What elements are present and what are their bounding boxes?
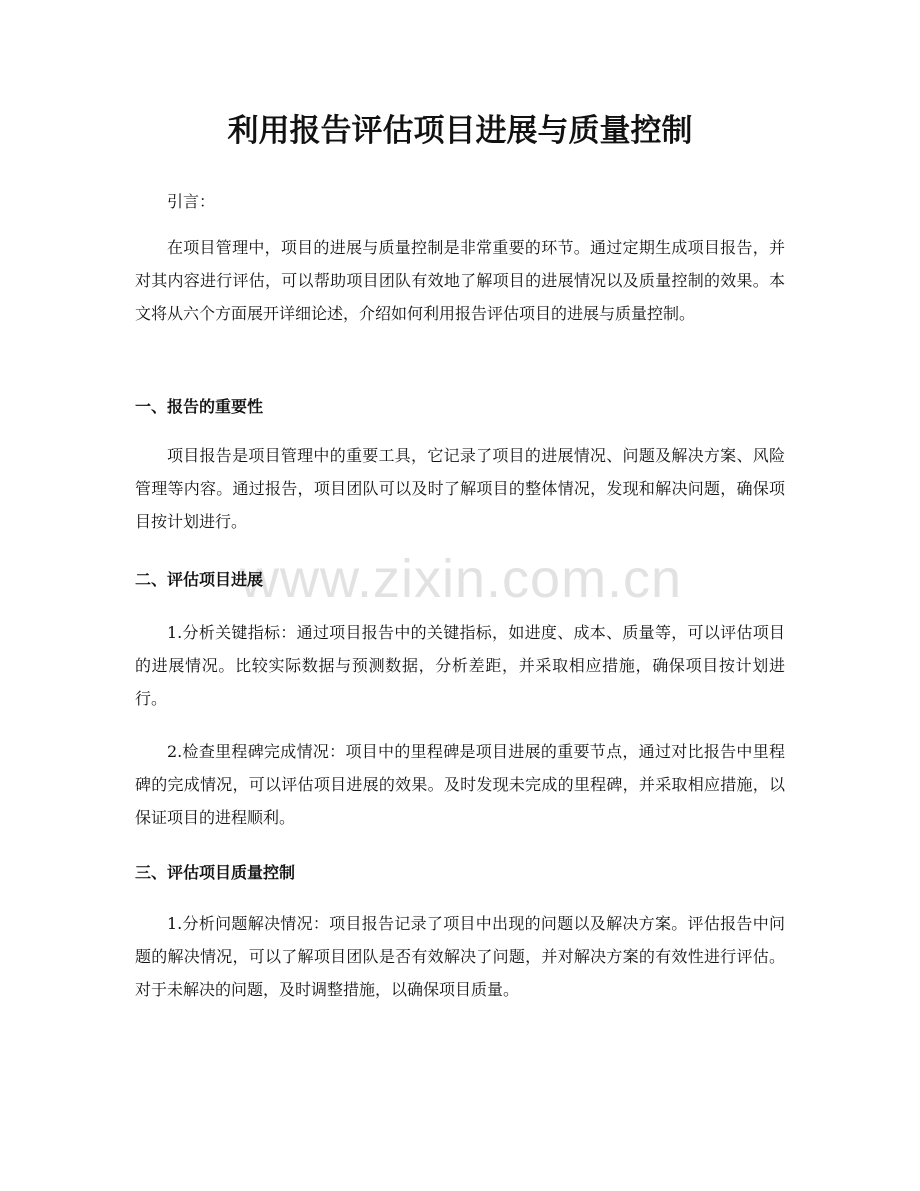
progress-paragraph-1: 1.分析关键指标：通过项目报告中的关键指标，如进度、成本、质量等，可以评估项目的进展情况。比较实际数据与预测数据，分析差距，并采取相应措施，确保项目按计划进行。 [135, 623, 785, 708]
progress-paragraph-2: 2.检查里程碑完成情况：项目中的里程碑是项目进展的重要节点，通过对比报告中里程碑的完成情况，可以评估项目进展的效果。及时发现未完成的里程碑，并采取相应措施，以保证项目的进程顺利。 [135, 742, 785, 827]
section-importance-paragraph: 项目报告是项目管理中的重要工具，它记录了项目的进展情况、问题及解决方案、风险管理等内容。通过报告，项目团队可以及时了解项目的整体情况，发现和解决问题，确保项目按计划进行。 [135, 446, 785, 531]
intro-label: 引言： [167, 192, 216, 211]
section-heading-quality: 三、评估项目质量控制 [135, 863, 296, 882]
watermark: www.zixin.com.cn [240, 549, 683, 609]
section-heading-progress: 二、评估项目进展 [135, 570, 264, 589]
quality-paragraph-1: 1.分析问题解决情况：项目报告记录了项目中出现的问题以及解决方案。评估报告中问题的解决情况，可以了解项目团队是否有效解决了问题，并对解决方案的有效性进行评估。对于未解决的问题，及时调整措施，以确保项目质量。 [135, 914, 785, 999]
intro-paragraph: 在项目管理中，项目的进展与质量控制是非常重要的环节。通过定期生成项目报告，并对其内容进行评估，可以帮助项目团队有效地了解项目的进展情况以及质量控制的效果。本文将从六个方面展开详细论述，介绍如何利用报告评估项目的进展与质量控制。 [135, 238, 785, 323]
document-title: 利用报告评估项目进展与质量控制 [227, 113, 693, 149]
section-heading-importance: 一、报告的重要性 [135, 397, 264, 416]
